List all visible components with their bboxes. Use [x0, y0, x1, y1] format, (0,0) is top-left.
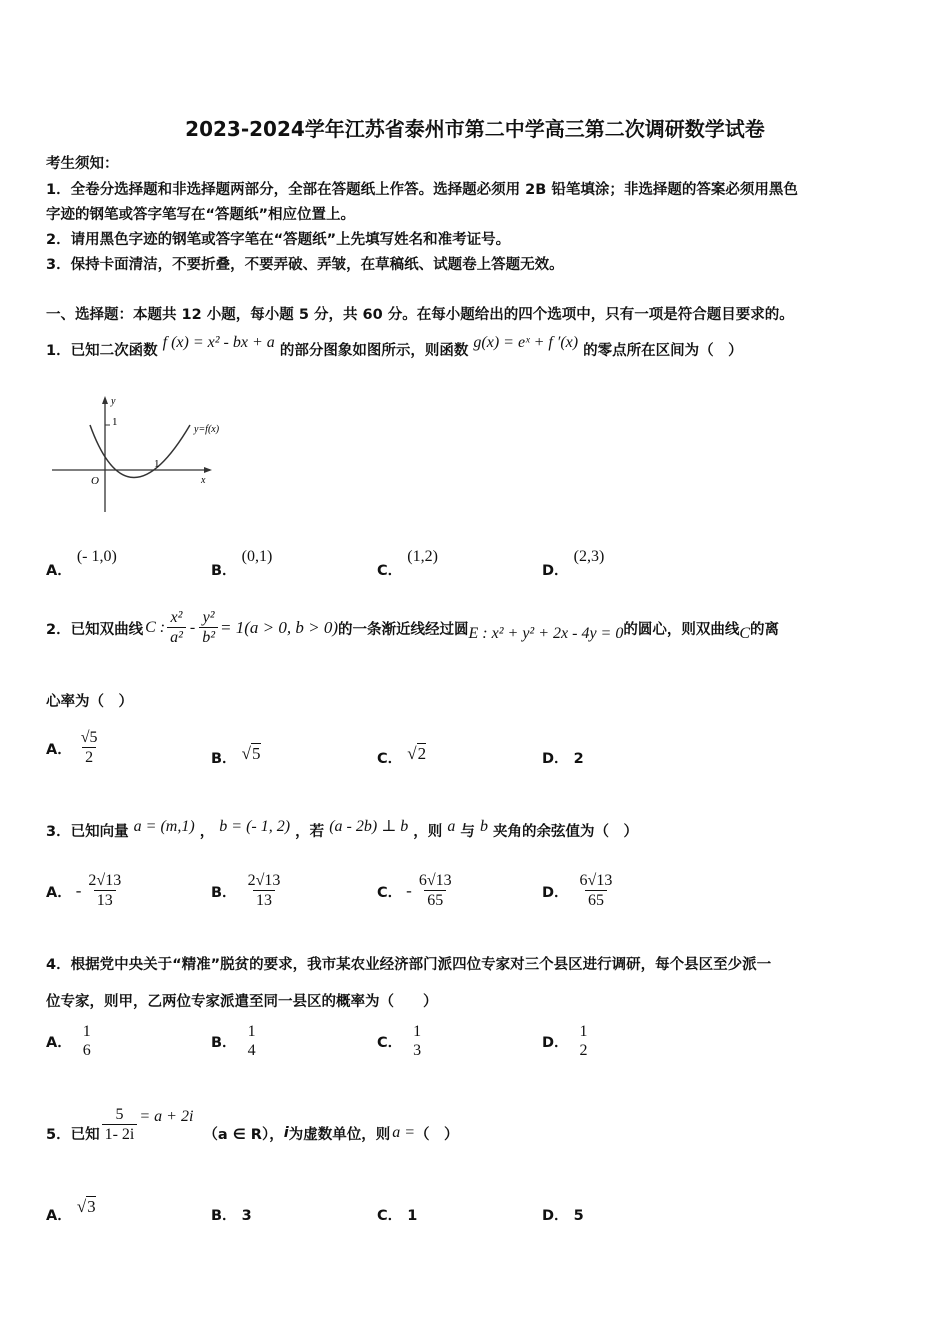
q3-number: 3．已知向量: [46, 824, 129, 840]
frac-num: √5: [80, 729, 98, 746]
frac-num: 5: [115, 1106, 124, 1123]
q4-line-1: 4．根据党中央关于“精准”脱贫的要求，我市某农业经济部门派四位专家对三个县区进行调研，每个县区至少派一: [46, 957, 772, 973]
radicand: 2: [417, 744, 427, 763]
option-letter: C．: [377, 563, 403, 579]
option-letter: D．: [542, 751, 569, 767]
section-heading: 一、选择题：本题共 12 小题，每小题 5 分，共 60 分。在每小题给出的四个选项中，只有一项是符合题目要求的。: [46, 307, 794, 323]
frac-den: 2: [82, 747, 96, 768]
q2-mid2: 的圆心，则双曲线: [623, 621, 740, 638]
q3-sep: ，: [199, 824, 215, 840]
option-letter: C．: [377, 1208, 403, 1224]
q4-option-a[interactable]: [46, 1022, 94, 1061]
q3-a: a: [447, 818, 456, 835]
option-fraction: [416, 871, 455, 911]
q1-f-expr: f (x) = x² - bx + a: [162, 334, 275, 351]
q4-option-b[interactable]: [211, 1022, 259, 1061]
q3-b: b: [479, 818, 488, 835]
notice-heading: 考生须知：: [46, 156, 119, 172]
option-letter: D．: [542, 1208, 569, 1224]
q2-frac-x: [167, 608, 186, 648]
option-letter: A．: [46, 563, 72, 579]
q1-mid: 的部分图象如图所示，则函数: [279, 343, 469, 359]
notice-line-2: 2．请用黑色字迹的钢笔或答字笔在“答题纸”上先填写姓名和准考证号。: [46, 232, 511, 248]
option-letter: B．: [211, 1208, 237, 1224]
y-axis-arrow-icon: [102, 396, 108, 404]
option-sqrt: √2: [407, 744, 427, 763]
option-value: (0,1): [241, 548, 273, 565]
q3-mid2: ，则: [413, 824, 443, 840]
q5-condition: （a ∈ R），: [203, 1126, 284, 1143]
option-value: (1,2): [407, 548, 438, 565]
option-letter: A．: [46, 1035, 72, 1051]
option-letter: C．: [377, 1035, 403, 1051]
q2-circle: E : x² + y² + 2x - 4y = 0: [468, 625, 624, 642]
option-sqrt: √5: [241, 744, 261, 763]
q1-option-d[interactable]: [542, 545, 605, 579]
frac-num: 1: [579, 1023, 588, 1040]
q4-line-2: 位专家，则甲，乙两位专家派遣至同一县区的概率为（ ）: [46, 994, 438, 1010]
q2-mid: 的一条渐近线经过圆: [338, 621, 469, 638]
frac-den: b²: [199, 627, 218, 648]
q3-option-d[interactable]: [542, 871, 615, 911]
option-value: (2,3): [573, 548, 605, 565]
y-one-label: 1: [112, 416, 118, 428]
frac-den: 1- 2i: [102, 1124, 138, 1145]
q4-option-c[interactable]: [377, 1022, 424, 1061]
q1-option-b[interactable]: [211, 545, 273, 579]
q4-option-d[interactable]: [542, 1022, 591, 1061]
option-fraction: [577, 871, 616, 911]
option-letter: C．: [377, 884, 403, 901]
origin-label: O: [91, 475, 99, 487]
option-sign: -: [75, 881, 82, 900]
q3-stem: [46, 820, 638, 841]
radicand: 3: [87, 1197, 96, 1216]
option-letter: D．: [542, 884, 569, 901]
y-axis-label: y: [111, 396, 116, 407]
notice-line-1a: 1．全卷分选择题和非选择题两部分，全部在答题纸上作答。选择题必须用 2B 铅笔填涂；非选择题的答案必须用黑色: [46, 182, 798, 198]
q3-tail: 夹角的余弦值为（ ）: [493, 824, 639, 840]
q3-option-a[interactable]: [46, 871, 124, 911]
frac-den: 2: [579, 1042, 588, 1059]
q3-mid: ，若: [295, 824, 325, 840]
option-fraction: [78, 728, 101, 768]
q2-option-b[interactable]: [211, 745, 261, 766]
option-value: (- 1,0): [76, 548, 117, 565]
frac-den: 3: [413, 1042, 422, 1059]
curve-label: y=f(x): [194, 424, 220, 435]
x-one-label: 1: [154, 458, 160, 470]
frac-den: 13: [253, 890, 275, 911]
q3-vector-b: b = (- 1, 2): [219, 818, 291, 835]
frac-den: 65: [585, 890, 607, 911]
q1-number: 1．已知二次函数: [46, 343, 158, 359]
option-fraction: [577, 1022, 591, 1061]
q5-equation: = a + 2i: [139, 1108, 194, 1125]
notice-line-1b: 字迹的钢笔或答字笔写在“答题纸”相应位置上。: [46, 207, 356, 223]
radicand: 5: [252, 744, 261, 763]
frac-num: 1: [413, 1023, 422, 1040]
q3-option-c[interactable]: [377, 871, 455, 911]
option-fraction: [80, 1022, 94, 1061]
q1-tail: 的零点所在区间为（ ）: [583, 343, 743, 359]
option-fraction: [245, 1022, 259, 1061]
q2-option-a[interactable]: [46, 728, 101, 768]
frac-den: 13: [94, 890, 116, 911]
q5-option-d[interactable]: [542, 1204, 584, 1225]
q2-option-c[interactable]: [377, 745, 426, 766]
frac-den: 6: [82, 1042, 91, 1059]
option-letter: D．: [542, 1035, 569, 1051]
option-letter: D．: [542, 563, 569, 579]
frac-num: 1: [247, 1023, 256, 1040]
q1-g-expr: g(x) = eˣ + f ′(x): [473, 334, 579, 351]
q2-c-prefix: C :: [145, 619, 166, 636]
option-fraction: [410, 1022, 424, 1061]
option-sign: -: [406, 881, 412, 900]
frac-den: a²: [167, 627, 186, 648]
q2-condition: = 1(a > 0, b > 0): [220, 618, 339, 637]
q2-minus: -: [189, 619, 196, 636]
q2-number: 2．已知双曲线: [46, 621, 144, 638]
option-letter: B．: [211, 1035, 237, 1051]
q2-stem: [46, 608, 779, 648]
q2-line-2: 心率为（ ）: [46, 694, 133, 710]
x-axis-label: x: [201, 475, 206, 486]
option-sqrt: √3: [76, 1197, 96, 1216]
option-letter: A．: [46, 1208, 72, 1224]
q5-number: 5．已知: [46, 1126, 100, 1143]
frac-num: 2√13: [247, 872, 281, 889]
q2-c: C: [739, 625, 751, 642]
option-letter: B．: [211, 884, 237, 901]
frac-den: 4: [247, 1042, 256, 1059]
option-fraction: [245, 871, 284, 911]
option-letter: C．: [377, 751, 403, 767]
option-value: 3: [241, 1208, 252, 1224]
option-letter: A．: [46, 741, 72, 758]
page-title: 2023-2024学年江苏省泰州市第二中学高三第二次调研数学试卷: [185, 117, 765, 141]
frac-num: 6√13: [418, 872, 452, 889]
q5-fraction: [102, 1105, 138, 1145]
frac-num: 6√13: [579, 872, 613, 889]
option-letter: B．: [211, 563, 237, 579]
q3-condition: (a - 2b) ⊥ b: [329, 818, 409, 835]
q5-i: i: [283, 1125, 289, 1141]
q5-option-b[interactable]: [211, 1204, 252, 1225]
frac-den: 65: [424, 890, 446, 911]
q1-option-a[interactable]: [46, 545, 117, 579]
q5-ask: a =: [392, 1124, 415, 1141]
frac-num: 1: [82, 1023, 91, 1040]
option-value: 2: [573, 751, 584, 767]
notice-line-3: 3．保持卡面清洁，不要折叠，不要弄破、弄皱，在草稿纸、试题卷上答题无效。: [46, 257, 564, 273]
q3-vector-a: a = (m,1): [133, 818, 195, 835]
q5-mid: 为虚数单位，则: [288, 1126, 391, 1143]
q1-option-c[interactable]: [377, 545, 438, 579]
frac-num: 2√13: [88, 872, 122, 889]
option-letter: B．: [211, 751, 237, 767]
option-fraction: [85, 871, 124, 911]
q2-frac-y: [199, 608, 218, 648]
option-value: 5: [573, 1208, 584, 1224]
q5-stem: [46, 1105, 459, 1145]
option-letter: A．: [46, 884, 72, 901]
q3-and: 与: [460, 824, 475, 840]
q1-stem: [46, 334, 743, 360]
x-axis-arrow-icon: [204, 467, 212, 473]
q2-tail: 的离: [750, 621, 780, 638]
q5-option-c[interactable]: [377, 1204, 417, 1225]
option-value: 1: [407, 1208, 418, 1224]
q5-option-a[interactable]: [46, 1196, 96, 1224]
q3-option-b[interactable]: [211, 871, 283, 911]
q1-graph: [48, 390, 223, 520]
frac-num: x²: [170, 609, 183, 626]
q2-option-d[interactable]: [542, 747, 584, 768]
q5-tail: （ ）: [415, 1126, 459, 1143]
frac-num: y²: [202, 609, 215, 626]
